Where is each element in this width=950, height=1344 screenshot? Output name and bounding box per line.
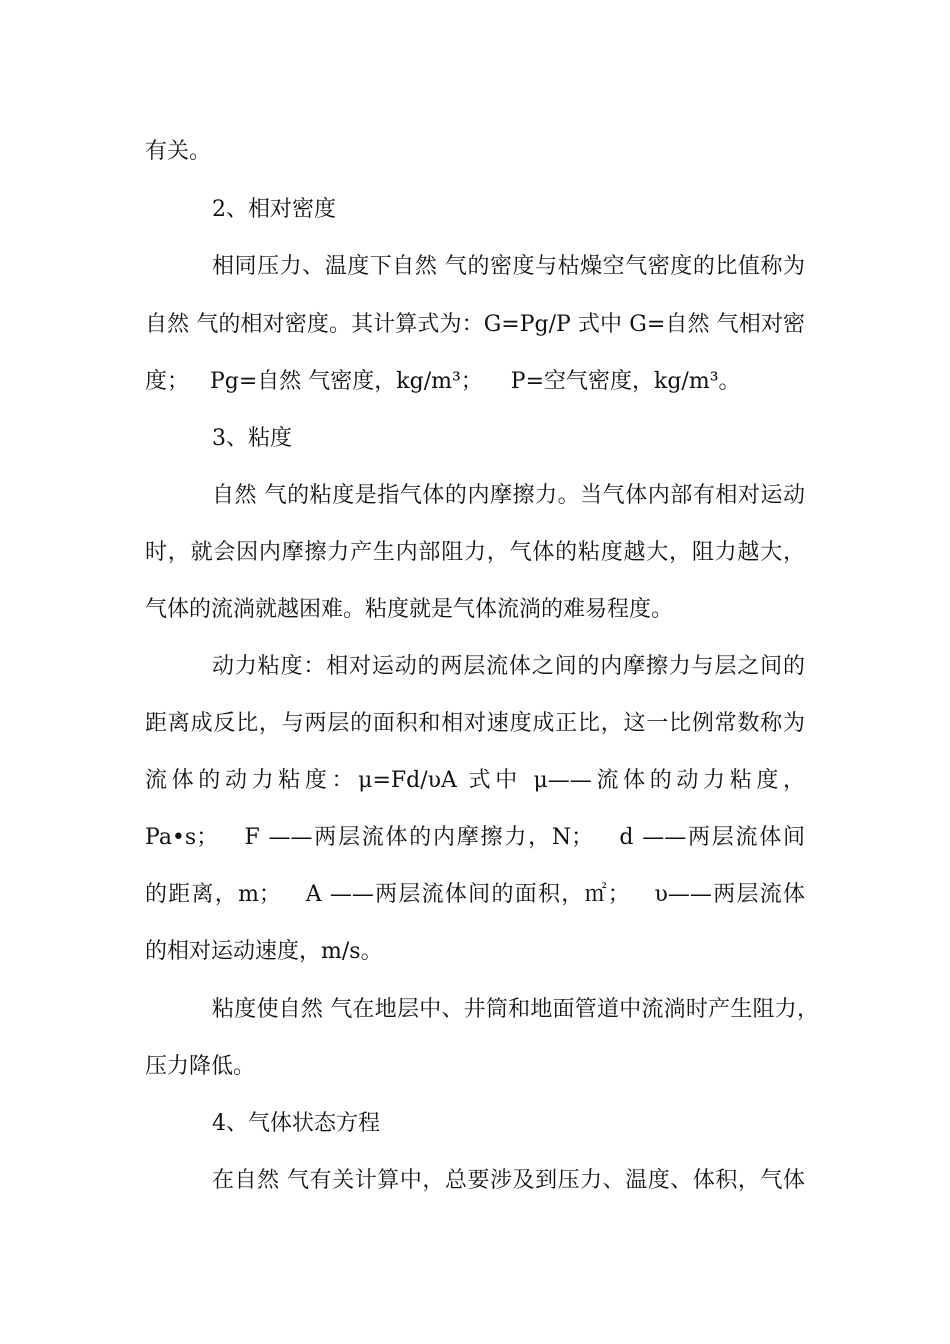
text-line: 压力降低。 [145, 1054, 256, 1079]
text-line: 自然 气的相对密度。其计算式为：G=Pg/P 式中 G=自然 气相对密 [145, 312, 805, 337]
text-line: Pa•s； F ——两层流体的内摩擦力，N； d ——两层流体间 [145, 825, 805, 850]
text-line: 相同压力、温度下自然 气的密度与枯燥空气密度的比值称为 [212, 254, 805, 279]
text-line: 时，就会因内摩擦力产生内部阻力，气体的粘度越大，阻力越大， [145, 540, 805, 565]
text-line: 流体的动力粘度：μ=Fd/υA 式中 μ——流体的动力粘度， [145, 768, 805, 793]
text-line: 动力粘度：相对运动的两层流体之间的内摩擦力与层之间的 [212, 654, 805, 679]
text-line: 的相对运动速度，m/s。 [145, 939, 383, 964]
section-heading: 3、粘度 [212, 426, 292, 451]
text-line: 距离成反比，与两层的面积和相对速度成正比，这一比例常数称为 [145, 711, 805, 736]
text-line: 粘度使自然 气在地层中、井筒和地面管道中流淌时产生阻力， [212, 997, 819, 1022]
text-line: 有关。 [145, 139, 212, 164]
text-line: 的距离，m； A ——两层流体间的面积，㎡； υ——两层流体 [145, 882, 805, 907]
text-line: 在自然 气有关计算中，总要涉及到压力、温度、体积，气体 [212, 1168, 805, 1193]
text-line: 度； Pg=自然 气密度，kg/m³； P=空气密度，kg/m³。 [145, 369, 741, 394]
text-line: 气体的流淌就越困难。粘度就是气体流淌的难易程度。 [145, 597, 674, 622]
text-line: 自然 气的粘度是指气体的内摩擦力。当气体内部有相对运动 [212, 483, 805, 508]
section-heading: 2、相对密度 [212, 197, 336, 222]
section-heading: 4、气体状态方程 [212, 1111, 380, 1136]
